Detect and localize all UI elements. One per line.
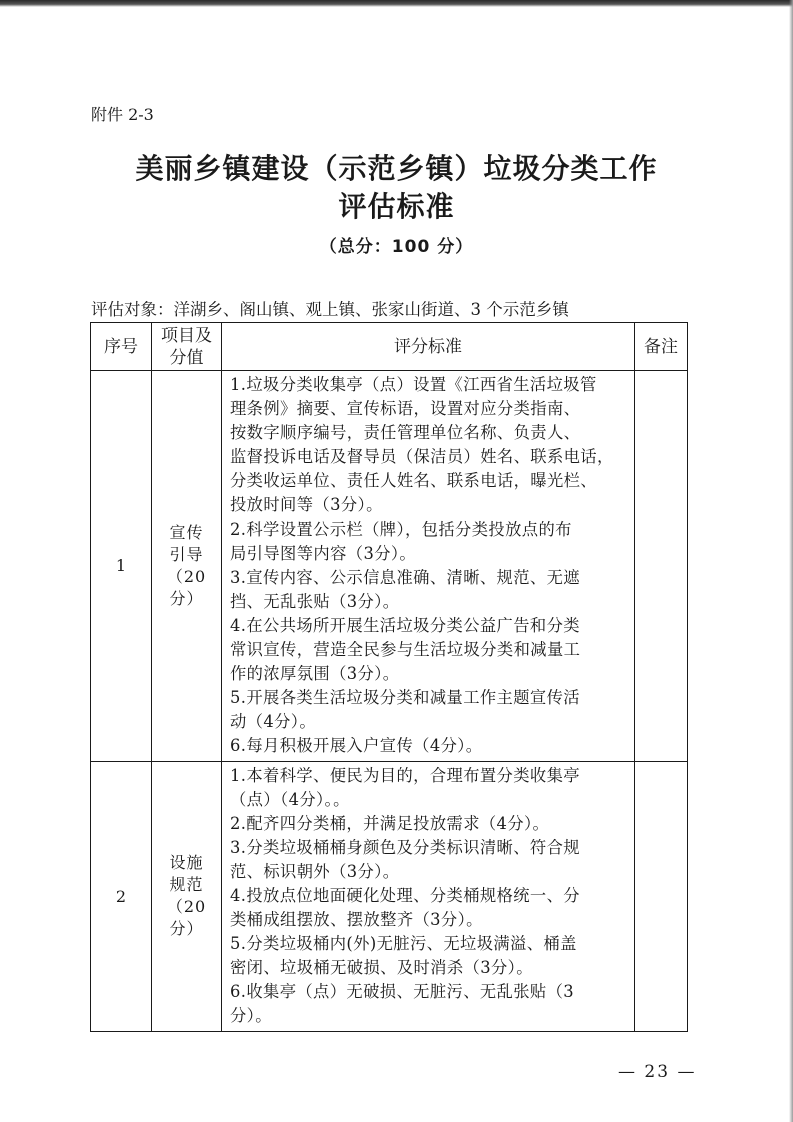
criteria-line: 4.在公共场所开展生活垃圾分类公益广告和分类 xyxy=(230,615,580,635)
row-seq: 1 xyxy=(91,371,152,762)
row-item-score-line1: （20 xyxy=(166,566,207,586)
row-seq: 2 xyxy=(91,761,152,1031)
document-title-line2: 评估标准 xyxy=(338,190,455,223)
row-item xyxy=(152,761,222,1031)
scan-edge-top xyxy=(0,0,793,7)
row-criteria xyxy=(222,761,635,1031)
header-item-line2: 分值 xyxy=(169,347,204,368)
row-item-score-line1: （20 xyxy=(166,897,207,917)
criteria-line: 6.收集亭（点）无破损、无脏污、无乱张贴（3 xyxy=(230,982,575,1002)
table-header-row xyxy=(91,323,688,371)
criteria-line: 理条例》摘要、宣传标语，设置对应分类指南、 xyxy=(230,399,581,419)
criteria-line: 1.本着科学、便民为目的，合理布置分类收集亭 xyxy=(230,765,580,785)
criteria-line: 挡、无乱张贴（3分）。 xyxy=(230,591,400,611)
criteria-line: 密闭、垃圾桶无破损、及时消杀（3分）。 xyxy=(230,958,533,978)
criteria-line: 按数字顺序编号，责任管理单位名称、负责人、 xyxy=(230,423,581,443)
criteria-line: 作的浓厚氛围（3分）。 xyxy=(230,664,400,684)
criteria-line: 范、标识朝外（3分）。 xyxy=(230,861,400,881)
header-seq: 序号 xyxy=(91,323,152,371)
criteria-line: 6.每月积极开展入户宣传（4分）。 xyxy=(230,736,483,756)
row-item-score-line2: 分） xyxy=(169,588,204,608)
criteria-line: 5.分类垃圾桶内(外)无脏污、无垃圾满溢、桶盖 xyxy=(230,934,577,954)
criteria-line: 4.投放点位地面硬化处理、分类桶规格统一、分 xyxy=(230,885,580,905)
annex-label: 附件 2-3 xyxy=(91,105,154,124)
table-row xyxy=(91,761,688,1031)
criteria-line: 分）。 xyxy=(230,1006,272,1026)
row-item-name: 设施规范 xyxy=(169,853,204,895)
document-title-line1: 美丽乡镇建设（示范乡镇）垃圾分类工作 xyxy=(135,152,658,185)
criteria-line: 监督投诉电话及督导员（保洁员）姓名、联系电话， xyxy=(230,447,614,467)
row-item-name: 宣传引导 xyxy=(169,522,204,564)
criteria-line: 1.垃圾分类收集亭（点）设置《江西省生活垃圾管 xyxy=(230,375,597,394)
criteria-line: 动（4分）。 xyxy=(230,712,317,732)
total-score-subtitle: （总分：100 分） xyxy=(319,237,474,257)
row-remarks xyxy=(635,761,688,1031)
criteria-line: 分类收运单位、责任人姓名、联系电话，曝光栏、 xyxy=(230,471,597,491)
criteria-line: 2.科学设置公示栏（牌），包括分类投放点的布 xyxy=(230,519,572,539)
table-row xyxy=(91,371,688,762)
header-remarks: 备注 xyxy=(635,323,688,371)
row-item xyxy=(152,371,222,762)
header-item xyxy=(152,323,222,371)
criteria-line: 3.宣传内容、公示信息准确、清晰、规范、无遮 xyxy=(230,567,580,587)
title-block xyxy=(0,150,793,257)
row-remarks xyxy=(635,371,688,762)
criteria-line: 投放时间等（3分）。 xyxy=(230,495,383,515)
criteria-line: 5.开展各类生活垃圾分类和减量工作主题宣传活 xyxy=(230,688,580,708)
row-criteria xyxy=(222,371,635,762)
evaluation-target: 评估对象：洋湖乡、阁山镇、观上镇、张家山街道、3 个示范乡镇 xyxy=(91,300,569,319)
header-criteria: 评分标准 xyxy=(222,323,635,371)
header-item-line1: 项目及 xyxy=(161,325,212,346)
criteria-line: 类桶成组摆放、摆放整齐（3分）。 xyxy=(230,910,483,930)
row-item-score-line2: 分） xyxy=(169,919,204,939)
page-number: — 23 — xyxy=(618,1062,697,1082)
criteria-line: 2.配齐四分类桶，并满足投放需求（4分）。 xyxy=(230,813,550,833)
criteria-line: 3.分类垃圾桶桶身颜色及分类标识清晰、符合规 xyxy=(230,837,580,857)
criteria-line: 局引导图等内容（3分）。 xyxy=(230,543,417,563)
criteria-table xyxy=(90,322,688,1032)
criteria-line: 常识宣传，营造全民参与生活垃圾分类和减量工 xyxy=(230,640,581,660)
criteria-line: （点）（4分）。。 xyxy=(230,789,350,809)
